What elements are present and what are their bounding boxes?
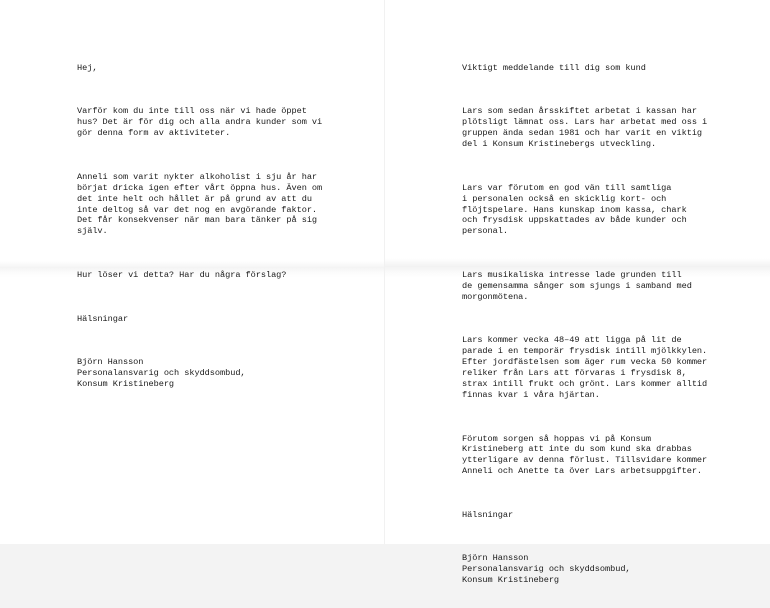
announcement-closing: Hälsningar xyxy=(462,509,514,520)
customer-letter xyxy=(77,41,322,412)
announcement-letter xyxy=(462,41,707,608)
announcement-signature: Björn Hansson Personalansvarig och skyddsombud, Konsum Kristineberg xyxy=(462,553,631,586)
right-page xyxy=(385,0,770,586)
announcement-paragraph: Lars som sedan årsskiftet arbetat i kassan har plötsligt lämnat oss. Lars har arbetat med oss i gruppen ända sedan 1981 och har varit en viktig del i Konsum Kristinebergs utveckling. xyxy=(462,106,708,150)
letter-greeting: Hej, xyxy=(77,62,98,73)
announcement-title: Viktigt meddelande till dig som kund xyxy=(462,62,646,73)
announcement-paragraph: Lars kommer vecka 48–49 att ligga på lit de parade i en temporär frysdisk intill mjölkkylen. Efter jordfästelsen som äger rum vecka 50 kommer reliker från Lars att förvaras i frysdisk 8, strax intill frukt och grönt. Lars kommer alltid finnas kvar i våra hjärtan. xyxy=(462,335,708,400)
announcement-paragraph: Lars musikaliska intresse lade grunden till de gemensamma sånger som sjungs i samband med morgonmötena. xyxy=(462,269,692,302)
left-page xyxy=(0,0,385,544)
announcement-paragraph: Lars var förutom en god vän till samtliga i personalen också en skicklig kort- och flöjtspelare. Hans kunskap inom kassa, chark och frysdisk uppskattades av både kunder och personal. xyxy=(462,182,687,237)
letter-closing: Hälsningar xyxy=(77,313,129,324)
letter-paragraph: Anneli som varit nykter alkoholist i sju år har börjat dricka igen efter vårt öppna hus. Även om det inte helt och hållet är på grund av att du inte deltog så var det nog en avgörande faktor. Det får konsekvenser när man bara tänker på sig själv. xyxy=(77,171,323,237)
letter-paragraph: Varför kom du inte till oss när vi hade öppet hus? Det är för dig och alla andra kunder som vi gör denna form av aktiviteter. xyxy=(77,106,323,139)
announcement-paragraph: Förutom sorgen så hoppas vi på Konsum Kristineberg att inte du som kund ska drabbas ytterligare av denna förlust. Tillsvidare kommer Anneli och Anette ta över Lars arbetsuppgifter. xyxy=(462,433,708,477)
letter-paragraph: Hur löser vi detta? Har du några förslag? xyxy=(77,269,287,280)
letter-signature: Björn Hansson Personalansvarig och skyddsombud, Konsum Kristineberg xyxy=(77,357,246,390)
